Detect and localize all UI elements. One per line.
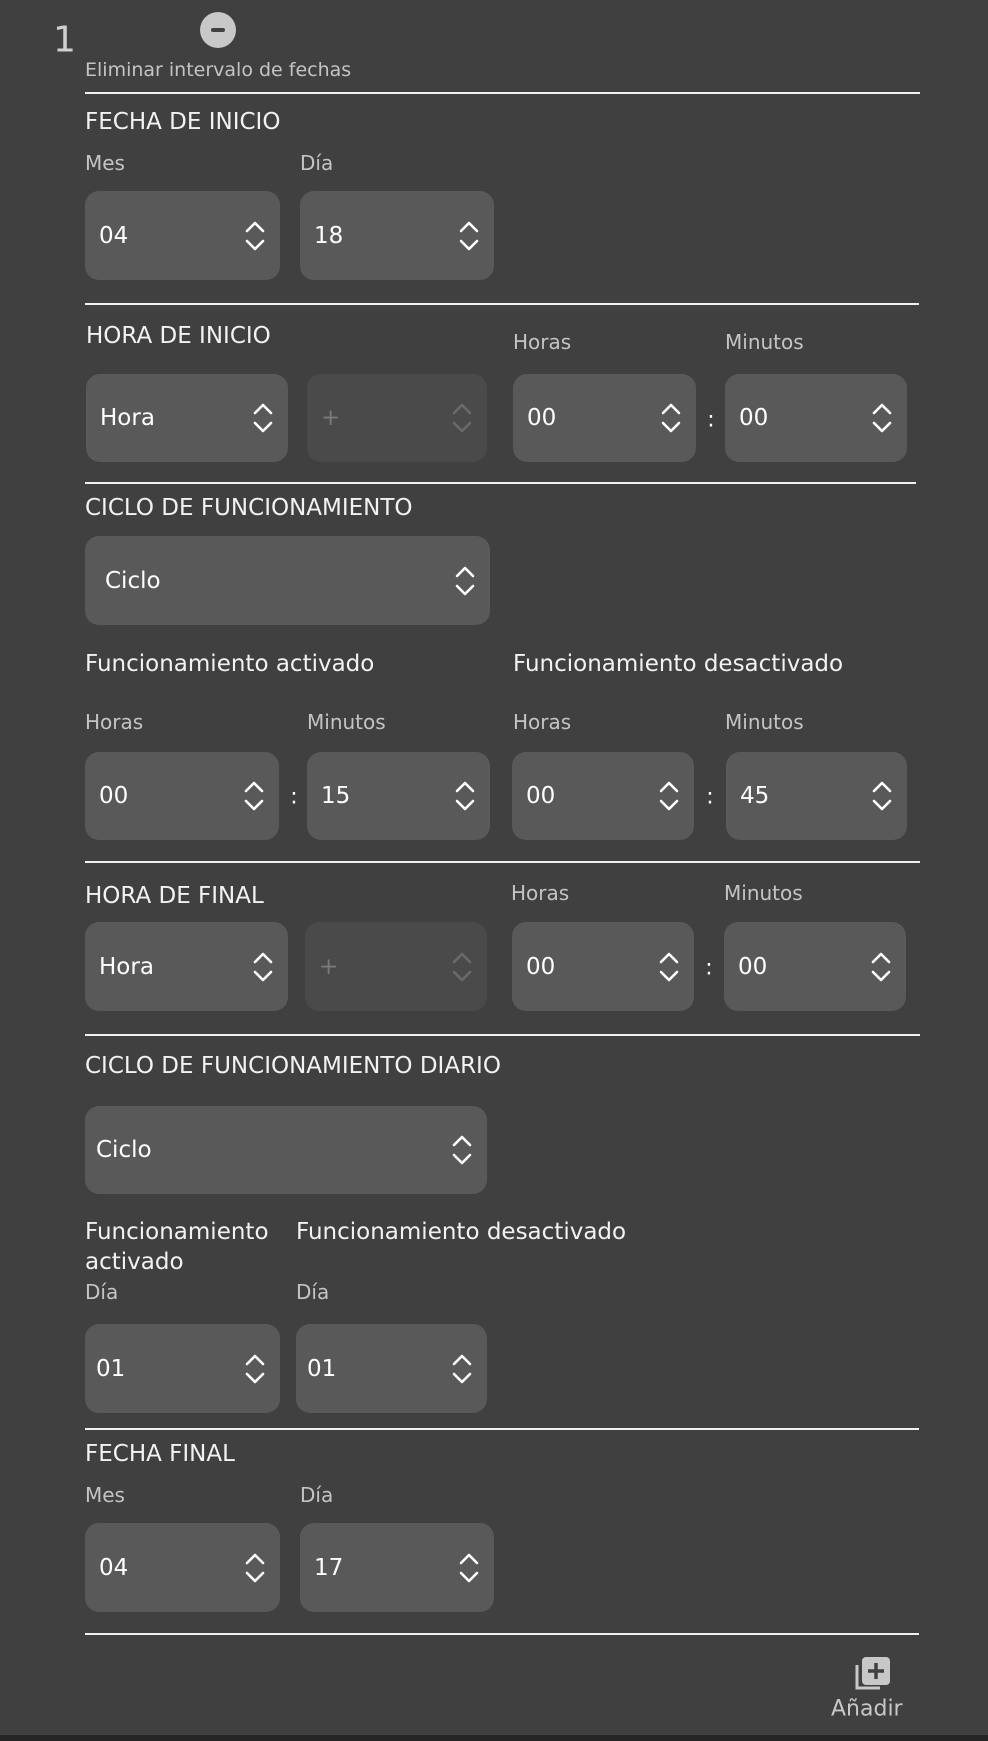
colon: : bbox=[707, 407, 715, 433]
divider bbox=[85, 1633, 919, 1635]
end-day-stepper[interactable] bbox=[300, 1523, 494, 1612]
daily-cycle-title: CICLO DE FUNCIONAMIENTO DIARIO bbox=[85, 1053, 501, 1079]
on-minutes-stepper[interactable] bbox=[307, 752, 490, 840]
value: 04 bbox=[99, 222, 129, 249]
daily-cycle-mode-select[interactable] bbox=[85, 1106, 487, 1194]
on-minutes-label: Minutos bbox=[307, 710, 386, 734]
value: Hora bbox=[100, 405, 155, 431]
minutes-label: Minutos bbox=[724, 881, 803, 905]
chevron-up-down-icon bbox=[658, 951, 680, 983]
end-month-stepper[interactable] bbox=[85, 1523, 280, 1612]
chevron-up-down-icon bbox=[870, 951, 892, 983]
chevron-up-down-icon bbox=[458, 220, 480, 252]
divider bbox=[85, 482, 916, 484]
divider bbox=[85, 303, 919, 305]
interval-index: 1 bbox=[53, 19, 76, 61]
value: 01 bbox=[307, 1355, 337, 1382]
day-label: Día bbox=[300, 151, 334, 175]
day-label: Día bbox=[300, 1483, 334, 1507]
daily-on-label-2: activado bbox=[85, 1249, 184, 1275]
month-label: Mes bbox=[85, 1483, 125, 1507]
end-time-offset-select[interactable] bbox=[305, 922, 487, 1011]
end-time-title: HORA DE FINAL bbox=[85, 883, 264, 909]
divider bbox=[85, 861, 920, 863]
on-label: Funcionamiento activado bbox=[85, 651, 375, 677]
chevron-up-down-icon bbox=[451, 951, 473, 983]
value: 00 bbox=[738, 953, 768, 980]
hours-label: Horas bbox=[511, 881, 570, 905]
start-minutes-stepper[interactable] bbox=[725, 374, 907, 462]
colon: : bbox=[705, 955, 713, 981]
chevron-up-down-icon bbox=[458, 1552, 480, 1584]
start-time-offset-select[interactable] bbox=[307, 374, 487, 462]
chevron-up-down-icon bbox=[244, 1552, 266, 1584]
start-day-stepper[interactable] bbox=[300, 191, 494, 280]
daily-off-day-stepper[interactable] bbox=[296, 1324, 487, 1413]
value: 15 bbox=[321, 783, 351, 809]
cycle-title: CICLO DE FUNCIONAMIENTO bbox=[85, 495, 413, 521]
value: + bbox=[319, 953, 339, 980]
chevron-up-down-icon bbox=[451, 402, 473, 434]
chevron-up-down-icon bbox=[454, 780, 476, 812]
hours-label: Horas bbox=[513, 330, 572, 354]
off-minutes-label: Minutos bbox=[725, 710, 804, 734]
remove-interval-button[interactable] bbox=[200, 12, 236, 48]
minus-icon bbox=[211, 28, 225, 32]
value: Hora bbox=[99, 953, 154, 980]
chevron-up-down-icon bbox=[244, 220, 266, 252]
off-hours-label: Horas bbox=[513, 710, 572, 734]
minutes-label: Minutos bbox=[725, 330, 804, 354]
value: 00 bbox=[527, 405, 557, 431]
value: 45 bbox=[740, 783, 770, 809]
value: 00 bbox=[526, 783, 556, 809]
value: 17 bbox=[314, 1554, 344, 1581]
on-hours-stepper[interactable] bbox=[85, 752, 279, 840]
chevron-up-down-icon bbox=[451, 1134, 473, 1166]
value: + bbox=[321, 405, 341, 431]
bottom-bar bbox=[0, 1735, 988, 1741]
divider bbox=[85, 92, 920, 94]
add-label: Añadir bbox=[831, 1696, 903, 1722]
chevron-up-down-icon bbox=[658, 780, 680, 812]
chevron-up-down-icon bbox=[244, 1353, 266, 1385]
start-time-title: HORA DE INICIO bbox=[86, 323, 271, 349]
month-label: Mes bbox=[85, 151, 125, 175]
value: Ciclo bbox=[105, 567, 161, 594]
on-hours-label: Horas bbox=[85, 710, 144, 734]
colon: : bbox=[290, 784, 298, 810]
chevron-up-down-icon bbox=[252, 951, 274, 983]
end-date-title: FECHA FINAL bbox=[85, 1441, 235, 1467]
chevron-up-down-icon bbox=[252, 402, 274, 434]
value: 01 bbox=[96, 1355, 126, 1382]
chevron-up-down-icon bbox=[871, 780, 893, 812]
chevron-up-down-icon bbox=[660, 402, 682, 434]
value: 18 bbox=[314, 222, 344, 249]
off-minutes-stepper[interactable] bbox=[726, 752, 907, 840]
chevron-up-down-icon bbox=[451, 1353, 473, 1385]
off-hours-stepper[interactable] bbox=[512, 752, 694, 840]
divider bbox=[85, 1428, 919, 1430]
chevron-up-down-icon bbox=[454, 565, 476, 597]
start-time-mode-select[interactable] bbox=[86, 374, 288, 462]
add-to-library-icon bbox=[854, 1657, 890, 1693]
start-month-stepper[interactable] bbox=[85, 191, 280, 280]
start-date-title: FECHA DE INICIO bbox=[85, 109, 281, 135]
colon: : bbox=[706, 784, 714, 810]
daily-on-label: Funcionamiento bbox=[85, 1219, 269, 1245]
divider bbox=[85, 1034, 920, 1036]
end-time-mode-select[interactable] bbox=[85, 922, 288, 1011]
value: 04 bbox=[99, 1554, 129, 1581]
start-hours-stepper[interactable] bbox=[513, 374, 696, 462]
value: Ciclo bbox=[96, 1137, 152, 1163]
add-button[interactable] bbox=[825, 1655, 915, 1723]
remove-interval-label[interactable]: Eliminar intervalo de fechas bbox=[85, 59, 352, 81]
end-minutes-stepper[interactable] bbox=[724, 922, 906, 1011]
end-hours-stepper[interactable] bbox=[512, 922, 694, 1011]
daily-off-label: Funcionamiento desactivado bbox=[296, 1219, 627, 1245]
on-day-label: Día bbox=[85, 1280, 119, 1304]
value: 00 bbox=[99, 783, 129, 809]
value: 00 bbox=[739, 405, 769, 431]
chevron-up-down-icon bbox=[871, 402, 893, 434]
daily-on-day-stepper[interactable] bbox=[85, 1324, 280, 1413]
off-day-label: Día bbox=[296, 1280, 330, 1304]
cycle-mode-select[interactable] bbox=[85, 536, 490, 625]
off-label: Funcionamiento desactivado bbox=[513, 651, 844, 677]
value: 00 bbox=[526, 953, 556, 980]
chevron-up-down-icon bbox=[243, 780, 265, 812]
